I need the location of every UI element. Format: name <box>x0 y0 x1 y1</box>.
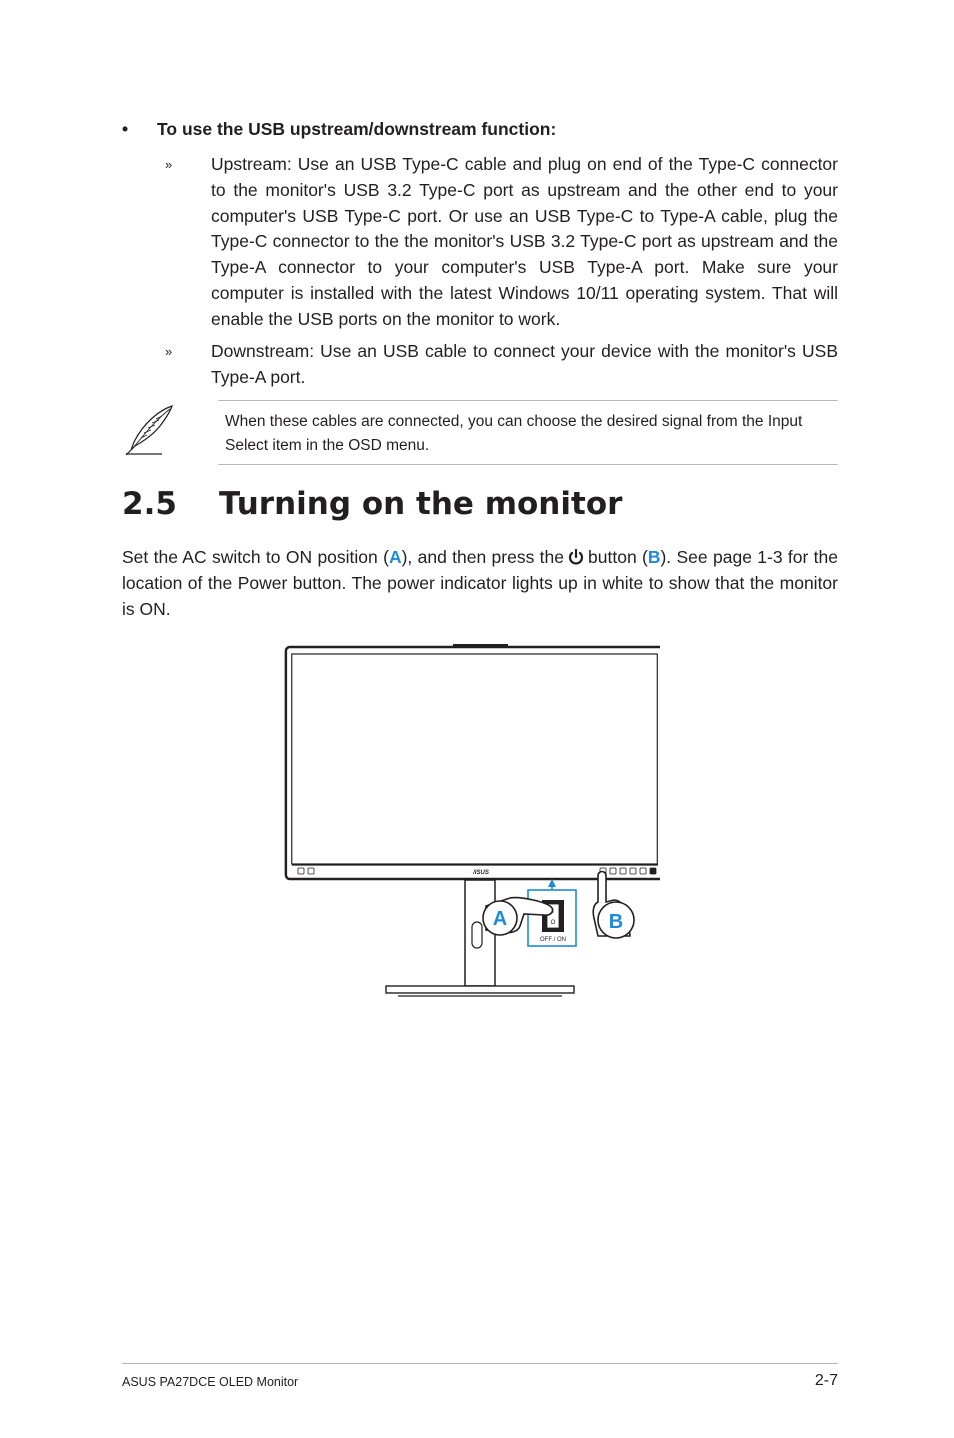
paragraph-text-4: ). See page 1-3 for the location of the Power button. The power indicator lights up in white to show that the monitor is ON. <box>122 547 838 619</box>
stand-base <box>386 986 574 993</box>
switch-off-mark: O <box>550 920 556 926</box>
note-box <box>218 400 838 465</box>
paragraph-text-2: ), and then press the <box>401 547 565 567</box>
callout-b-label: B <box>608 911 624 933</box>
bullet: • <box>122 119 129 139</box>
paragraph-text-3: button ( <box>588 547 648 567</box>
upstream-item <box>165 152 838 333</box>
cable-clip <box>472 922 482 948</box>
power-icon <box>567 549 585 565</box>
list-marker: » <box>165 344 173 359</box>
power-bezel-button <box>650 868 656 874</box>
footer-rule <box>122 1363 838 1364</box>
section-number: 2.5 <box>122 486 177 522</box>
note-text: When these cables are connected, you can choose the desired signal from the Input Select item in the OSD menu. <box>225 413 803 454</box>
upstream-text: Upstream: Use an USB Type-C cable and plug on end of the Type-C connector to the monitor's USB 3.2 Type-C port as upstream and the other end to your computer's USB Type-C port. Or use an USB Type-C to Type-A cable, plug the Type-C connector to the the monitor's USB 3.2 Type-C port as upstream and the Type-A connector to your computer's USB Type-A port. Make sure your computer is installed with the latest Windows 10/11 operating system. That will enable the USB ports on the monitor to work. <box>211 154 838 329</box>
paragraph-text-1: Set the AC switch to ON position ( <box>122 547 389 567</box>
usb-function-heading-text: To use the USB upstream/downstream function: <box>157 119 557 139</box>
callout-a-label: A <box>492 908 508 930</box>
list-marker: » <box>165 157 173 172</box>
key-b-label: B <box>647 547 661 567</box>
monitor-screen <box>292 654 658 864</box>
downstream-text: Downstream: Use an USB cable to connect your device with the monitor's USB Type-A port. <box>211 341 838 387</box>
power-on-paragraph <box>122 545 838 622</box>
downstream-item <box>165 339 838 391</box>
footer-product-name: ASUS PA27DCE OLED Monitor <box>122 1375 299 1389</box>
section-title: Turning on the monitor <box>219 486 623 522</box>
monitor-illustration <box>280 640 660 1000</box>
quill-pen-icon <box>122 402 178 458</box>
key-a-label: A <box>388 547 402 567</box>
switch-label: OFF / ON <box>540 937 566 943</box>
page-number: 2-7 <box>814 1372 838 1389</box>
brand-logo: /ISUS <box>473 870 489 876</box>
